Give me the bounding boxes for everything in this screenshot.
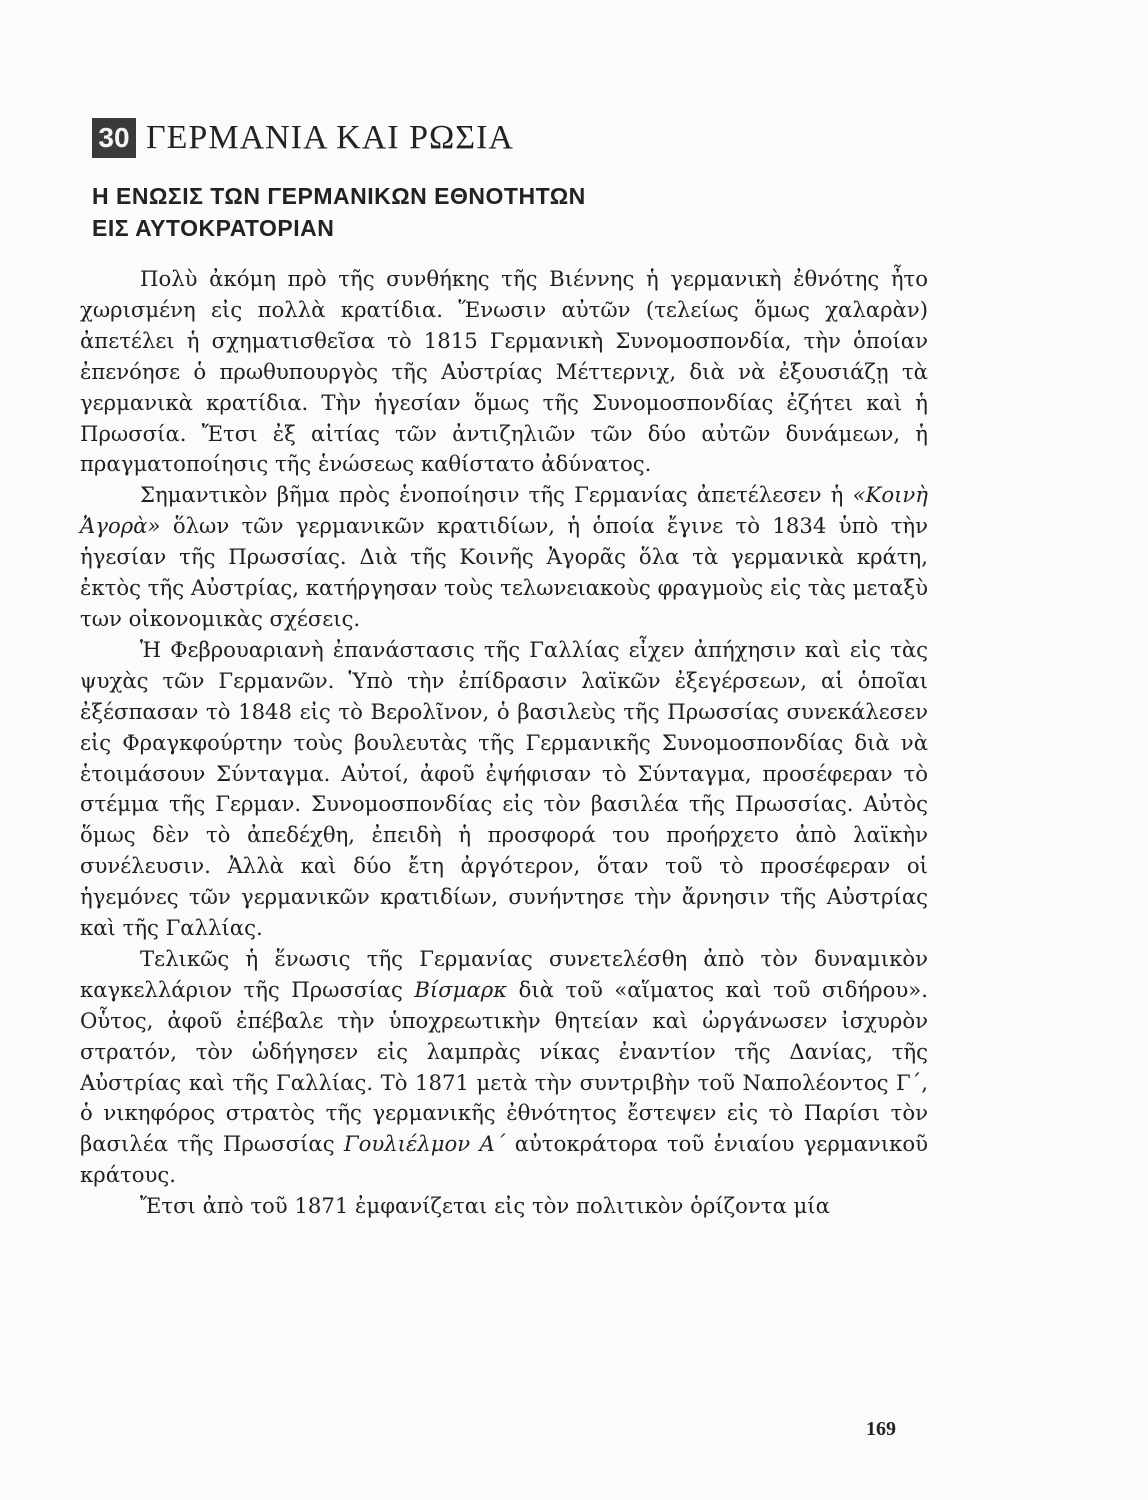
section-title-line-2: ΕΙΣ ΑΥΤΟΚΡΑΤΟΡΙΑΝ bbox=[92, 215, 335, 241]
section-title bbox=[92, 180, 852, 244]
paragraph-4-emphasis-bismarck: Βίσμαρκ bbox=[414, 976, 508, 1002]
paragraph-4-text-c: αὐτοκράτορα τοῦ ἑνιαίου γερμανικοῦ κράτους. bbox=[80, 1131, 928, 1188]
paragraph-5: Ἔτσι ἀπὸ τοῦ 1871 ἐμφανίζεται εἰς τὸν πολιτικὸν ὁρίζοντα μία bbox=[140, 1193, 830, 1219]
paragraph-4-text-b: διὰ τοῦ «αἵματος καὶ τοῦ σιδήρου». Οὗτος, ἀφοῦ ἐπέβαλε τὴν ὑποχρεωτικὴν θητείαν καὶ ὠργάνωσεν ἰσχυρὸν στρατόν, τὸν ὡδήγησεν εἰς λαμπρὰς νίκας ἐναντίον τῆς Δανίας, τῆς Αὐστρίας καὶ τῆς Γαλλίας. Τὸ 1871 μετὰ τὴν συντριβὴν τοῦ Ναπολέοντος Γ΄, ὁ νικηφόρος στρατὸς τῆς γερμανικῆς ἐθνότητος ἔστεψεν εἰς τὸ Παρίσι τὸν βασιλέα τῆς Πρωσσίας bbox=[80, 976, 928, 1157]
paragraph-4-emphasis-wilhelm: Γουλιέλμον Α΄ bbox=[343, 1131, 506, 1157]
page-number: 169 bbox=[866, 1418, 896, 1440]
paragraph-2-text-a: Σημαντικὸν βῆμα πρὸς ἑνοποίησιν τῆς Γερμανίας ἀπετέλεσεν ἡ bbox=[140, 482, 853, 508]
chapter-title: ΓΕΡΜΑΝΙΑ ΚΑΙ ΡΩΣΙΑ bbox=[146, 119, 514, 156]
chapter-heading bbox=[92, 118, 514, 158]
chapter-number-badge: 30 bbox=[92, 118, 136, 158]
paragraph-2-text-b: ὅλων τῶν γερμανικῶν κρατιδίων, ἡ ὁποία ἔγινε τὸ 1834 ὑπὸ τὴν ἡγεσίαν τῆς Πρωσσίας. Διὰ τῆς Κοινῆς Ἀγορᾶς ὅλα τὰ γερμανικὰ κράτη, ἐκτὸς τῆς Αὐστρίας, κατήργησαν τοὺς τελωνειακοὺς φραγμοὺς εἰς τὰς μεταξὺ των οἰκονομικὰς σχέσεις. bbox=[80, 513, 928, 631]
paragraph-1: Πολὺ ἀκόμη πρὸ τῆς συνθήκης τῆς Βιέννης ἡ γερμανικὴ ἐθνότης ἦτο χωρισμένη εἰς πολλὰ κρατίδια. Ἕνωσιν αὐτῶν (τελείως ὅμως χαλαρὰν) ἀπετέλει ἡ σχηματισθεῖσα τὸ 1815 Γερμανικὴ Συνομοσπονδία, τὴν ὁποίαν ἐπενόησε ὁ πρωθυπουργὸς τῆς Αὐστρίας Μέττερνιχ, διὰ νὰ ἐξουσιάζῃ τὰ γερμανικὰ κρατίδια. Τὴν ἡγεσίαν ὅμως τῆς Συνομοσπονδίας ἐζήτει καὶ ἡ Πρωσσία. Ἔτσι ἐξ αἰτίας τῶν ἀντιζηλιῶν τῶν δύο αὐτῶν δυνάμεων, ἡ πραγματοποίησις τῆς ἑνώσεως καθίστατο ἀδύνατος. bbox=[80, 266, 928, 477]
paragraph-2 bbox=[80, 480, 928, 635]
paragraph-4-text-a: Τελικῶς ἡ ἕνωσις τῆς Γερμανίας συνετελέσθη ἀπὸ τὸν δυναμικὸν καγκελλάριον τῆς Πρωσσίας bbox=[80, 945, 928, 1002]
paragraph-3: Ἡ Φεβρουαριανὴ ἐπανάστασις τῆς Γαλλίας εἶχεν ἀπήχησιν καὶ εἰς τὰς ψυχὰς τῶν Γερμανῶν. Ὑπὸ τὴν ἐπίδρασιν λαϊκῶν ἐξεγέρσεων, αἱ ὁποῖαι ἐξέσπασαν τὸ 1848 εἰς τὸ Βερολῖνον, ὁ βασιλεὺς τῆς Πρωσσίας συνεκάλεσεν εἰς Φραγκφούρτην τοὺς βουλευτὰς τῆς Γερμανικῆς Συνομοσπονδίας διὰ νὰ ἑτοιμάσουν Σύνταγμα. Αὐτοί, ἀφοῦ ἐψήφισαν τὸ Σύνταγμα, προσέφεραν τὸ στέμμα τῆς Γερμαν. Συνομοσπονδίας εἰς τὸν βασιλέα τῆς Πρωσσίας. Αὐτὸς ὅμως δὲν τὸ ἀπεδέχθη, ἐπειδὴ ἡ προσφορά του προήρχετο ἀπὸ λαϊκὴν συνέλευσιν. Ἀλλὰ καὶ δύο ἔτη ἀργότερον, ὅταν τοῦ τὸ προσέφεραν οἱ ἡγεμόνες τῶν γερμανικῶν κρατιδίων, συνήντησε τὴν ἄρνησιν τῆς Αὐστρίας καὶ τῆς Γαλλίας. bbox=[80, 636, 928, 941]
body-text bbox=[80, 264, 928, 1222]
paragraph-2-emphasis: «Κοινὴ Ἀγορὰ» bbox=[80, 482, 928, 539]
paragraph-4 bbox=[80, 944, 928, 1191]
section-title-line-1: Η ΕΝΩΣΙΣ ΤΩΝ ΓΕΡΜΑΝΙΚΩΝ ΕΘΝΟΤΗΤΩΝ bbox=[92, 183, 586, 209]
